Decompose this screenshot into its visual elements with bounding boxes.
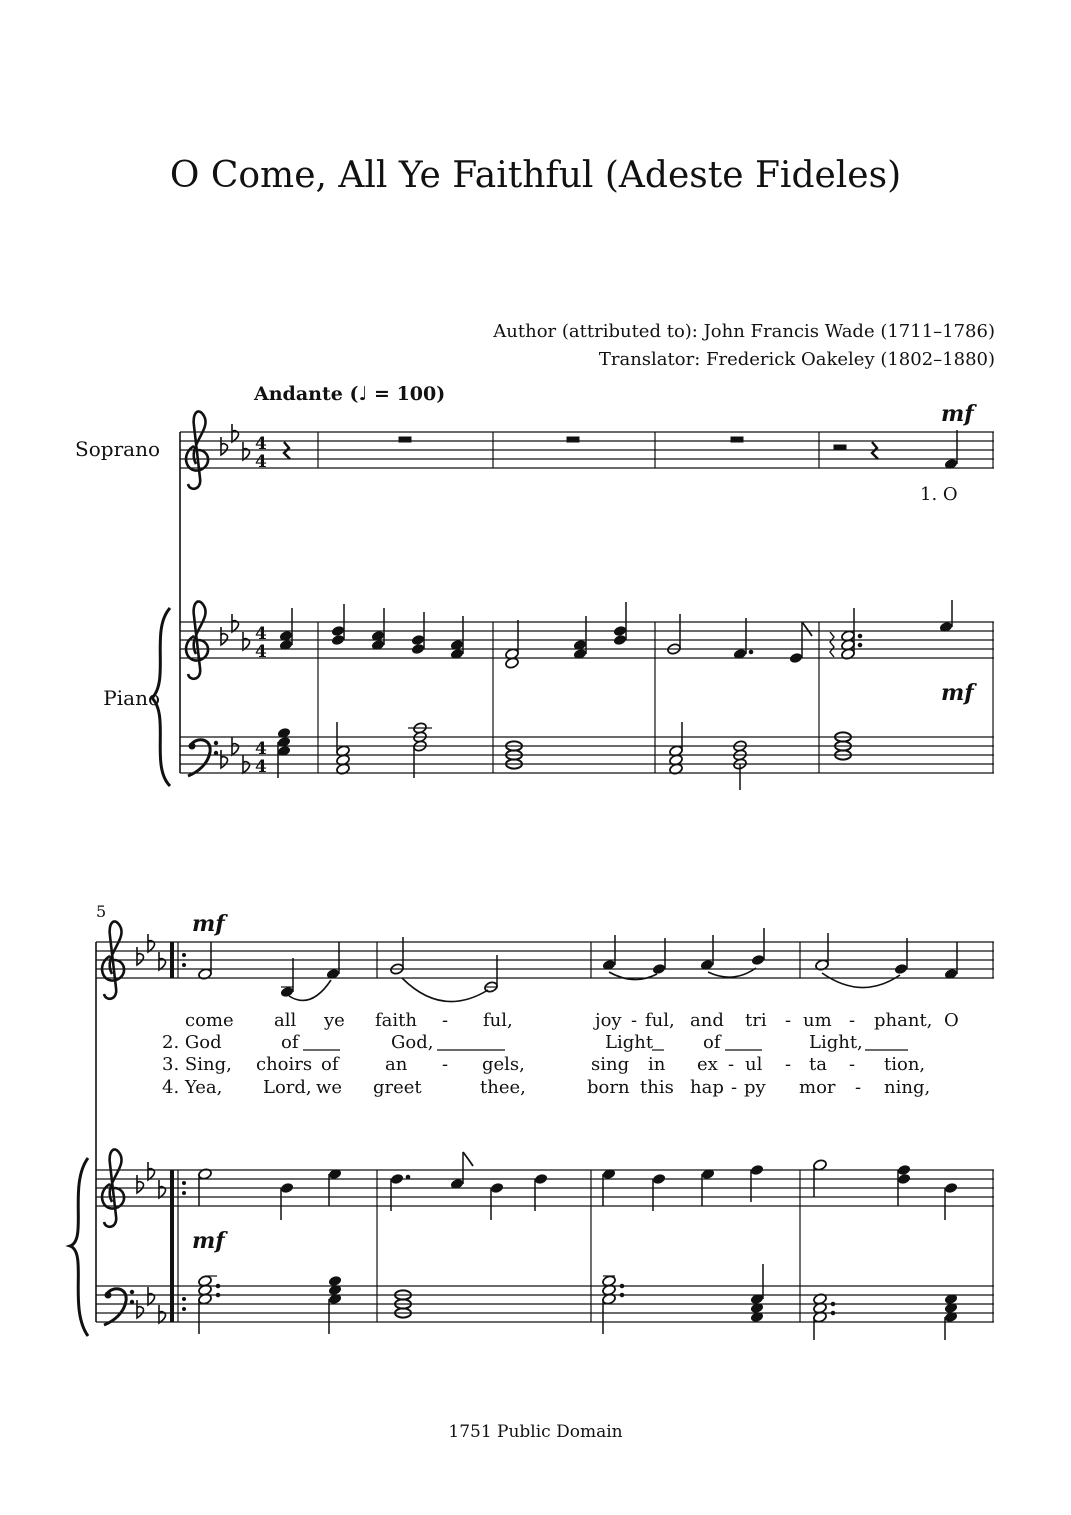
lyric-hyphen: - [855,1077,862,1098]
piano-treble-staff-1 [180,622,994,658]
lyric-syllable: an [385,1054,408,1075]
half-rest-icon [834,445,846,450]
tempo-note-glyph: ♩ [358,383,368,405]
lyric-syllable: ful, [483,1010,513,1031]
lyric-syllable: of [321,1054,339,1075]
time-sig-bottom: 4 [255,757,267,777]
lyric-hyphen: - [849,1054,856,1075]
system-1 [180,432,994,773]
tempo-text: Andante [254,383,343,405]
lyric-syllable: gels, [482,1054,525,1075]
lyric-hyphen: - [728,1054,735,1075]
lyric-syllable: all [274,1010,297,1031]
lyric-syllable: ta [809,1054,827,1075]
lyric-hyphen: - [849,1010,856,1031]
lyric-hyphen: - [785,1054,792,1075]
piano-bass-staff-2 [96,1286,994,1322]
lyric-syllable: ful, [645,1010,675,1031]
lyric-hyphen: - [631,1010,638,1031]
repeat-dots [182,953,186,1311]
repeat-barline-icon [170,942,178,1322]
bass-clef-icon [188,740,218,776]
lyric-syllable: ning, [884,1077,931,1098]
time-sig-top: 4 [255,624,267,644]
lyric-syllable: and [690,1010,724,1031]
slur [289,980,331,1000]
dynamic-mf-soprano-1: mf [941,401,974,427]
time-sig-bottom: 4 [255,452,267,472]
piano-bass-notes-1 [277,722,851,790]
lyric-pickup: 1. O [920,484,958,505]
lyric-syllable: in [648,1054,666,1075]
lyric-syllable: greet [373,1077,422,1098]
lyric-syllable: um [803,1010,832,1031]
piano-barlines-2 [377,1170,993,1322]
lyric-syllable: tri [745,1010,767,1031]
lyric-syllable: thee, [480,1077,526,1098]
piano-treble-notes-1 [279,600,954,669]
lyric-syllable: joy [595,1010,622,1031]
lyric-hyphen: - [442,1010,449,1031]
lyric-syllable: O [944,1010,959,1031]
time-sig-bottom: 4 [255,642,267,662]
lyric-syllable: phant, [874,1010,933,1031]
lyric-syllable: of [703,1032,721,1053]
lyric-syllable: born [587,1077,630,1098]
soprano-staff-2 [96,942,994,978]
author-credit: Author (attributed to): John Francis Wade (1711–1786) [493,321,995,342]
time-signature-4-4 [255,434,267,777]
whole-rest-icon [731,437,743,442]
lyric-hyphen: - [731,1077,738,1098]
key-signature-flats-icon [221,424,250,773]
soprano-staff-1 [180,432,994,468]
system-2 [96,942,994,1322]
lyric-hyphen: - [442,1054,449,1075]
piano-bass-staff-1 [180,737,994,773]
lyric-syllable: sing [591,1054,630,1075]
lyric-syllable: py [744,1077,766,1098]
lyric-syllable: tion, [884,1054,926,1075]
tempo-bpm: = 100 [374,383,437,405]
lyric-syllable: faith [375,1010,417,1031]
lyric-syllable: ye [324,1010,345,1031]
slur [402,978,488,1002]
lyric-syllable: ul [745,1054,763,1075]
copyright-footer: 1751 Public Domain [448,1422,623,1442]
piano-brace-2 [70,1158,88,1336]
time-sig-top: 4 [255,739,267,759]
lyric-syllable: Light, [809,1032,863,1053]
whole-rest-icon [399,437,411,442]
bass-clef-icon [104,1289,134,1325]
lyric-syllable: hap [690,1077,724,1098]
instrument-label-piano: Piano [103,686,160,710]
dynamic-mf-piano-1: mf [941,680,974,706]
lyric-syllable: Lord, [263,1077,312,1098]
soprano-notes-2 [198,928,959,1002]
page-title: O Come, All Ye Faithful (Adeste Fideles) [169,155,902,196]
lyric-syllable: we [316,1077,343,1098]
tempo-marking: Andante (♩ = 100) [254,383,446,405]
lyric-syllable: Light [605,1032,654,1053]
piano-brace-1 [152,608,170,786]
lyric-syllable: 3. Sing, [162,1054,232,1075]
instrument-label-soprano: Soprano [75,437,160,461]
lyric-syllable: ex [697,1054,718,1075]
lyric-syllable: of [281,1032,299,1053]
lyric-syllable: mor [799,1077,836,1098]
dynamic-mf-soprano-2: mf [192,911,225,937]
whole-rest-icon [567,437,579,442]
time-sig-top: 4 [255,434,267,454]
lyric-syllable: God, [391,1032,434,1053]
lyric-syllable: come [185,1010,234,1031]
translator-credit: Translator: Frederick Oakeley (1802–1880) [598,349,995,370]
piano-treble-notes-2 [198,1152,959,1220]
lyric-syllable: 2. God [162,1032,222,1053]
arpeggio-icon [830,632,834,657]
measure-number: 5 [96,902,107,921]
lyric-syllable: this [640,1077,674,1098]
key-signature-flats-icon [137,934,166,1323]
slur [822,973,900,988]
lyric-syllable: choirs [256,1054,313,1075]
dynamic-mf-piano-2: mf [192,1228,225,1254]
lyric-syllable: 4. Yea, [162,1077,223,1098]
lyric-hyphen: - [785,1010,792,1031]
piano-bass-notes-2 [198,1264,959,1340]
